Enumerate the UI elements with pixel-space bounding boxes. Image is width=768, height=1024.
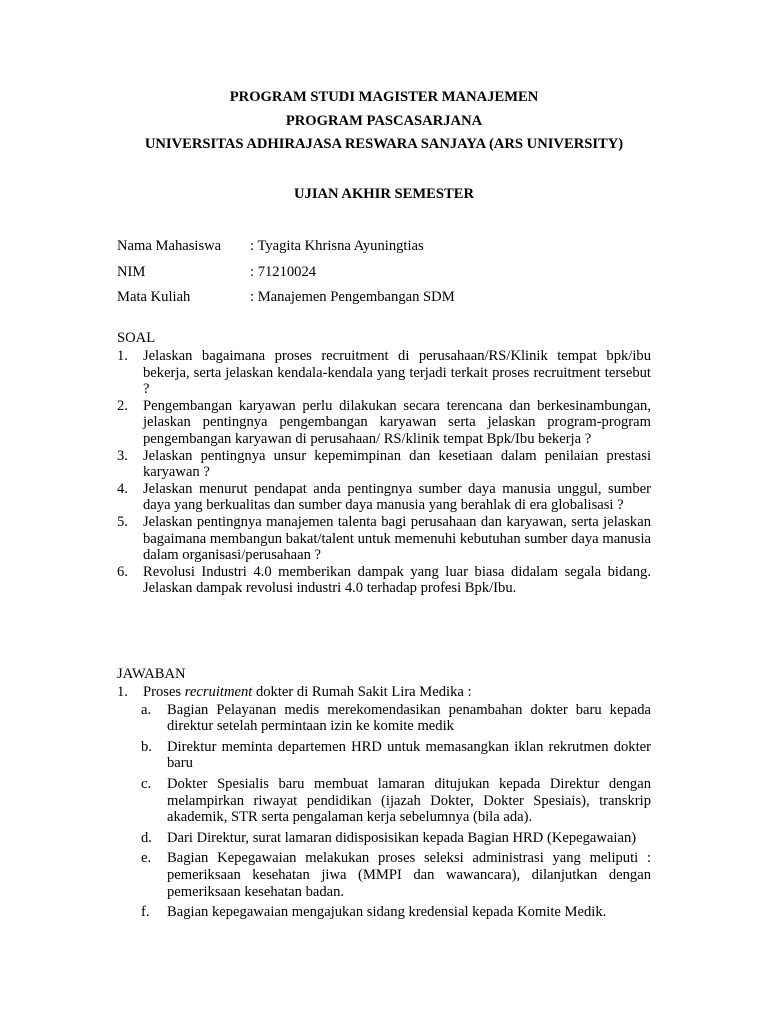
soal-item — [117, 564, 651, 597]
jawaban-subitem — [117, 739, 651, 772]
course-label: Mata Kuliah — [117, 289, 191, 305]
jawaban-subitem — [117, 904, 651, 921]
soal-item-text: Jelaskan menurut pendapat anda pentingnya sumber daya manusia unggul, sumber daya yang berkualitas dan sumber daya manusia yang berahlak di era globalisasi ? — [143, 480, 651, 514]
soal-item — [117, 348, 651, 398]
jawaban-subitem-letter: c. — [141, 775, 152, 792]
student-name-value: : Tyagita Khrisna Ayuningtias — [250, 238, 424, 254]
soal-item-text: Pengembangan karyawan perlu dilakukan secara terencana dan berkesinambungan, jelaskan pentingnya pengembangan karyawan serta jelaskan program-program pengembangan karyawan di perusahaan/ RS/klinik tempat Bpk/Ibu bekerja ? — [143, 397, 651, 447]
student-nim-value: : 71210024 — [250, 263, 317, 280]
jawaban-item-text-pre: Proses — [143, 684, 185, 700]
soal-item-number: 6. — [117, 563, 128, 580]
soal-item-text: Revolusi Industri 4.0 memberikan dampak yang luar biasa didalam segala bidang. Jelaskan dampak revolusi industri 4.0 terhadap profesi Bpk/Ibu. — [143, 563, 651, 597]
soal-item-number: 4. — [117, 480, 128, 497]
soal-item-number: 1. — [117, 348, 128, 364]
student-name-label: Nama Mahasiswa — [117, 238, 222, 254]
soal-item-text: Jelaskan bagaimana proses recruitment di perusahaan/RS/Klinik tempat bpk/ibu bekerja, serta jelaskan kendala-kendala yang terjadi terkait proses recruitment tersebut ? — [143, 348, 651, 398]
soal-item — [117, 514, 651, 564]
jawaban-list — [117, 684, 651, 921]
soal-item-text: Jelaskan pentingnya manajemen talenta bagi perusahaan dan karyawan, serta jelaskan bagaimana membangun bakat/talent untuk memenuhi kebutuhan sumber daya manusia dalam organisasi/perusahaan ? — [143, 513, 651, 564]
jawaban-subitem-letter: f. — [141, 904, 150, 921]
soal-list — [117, 348, 651, 597]
jawaban-subitem-text: Bagian Pelayanan medis merekomendasikan penambahan dokter baru kepada direktur setelah permintaan izin ke komite medik — [167, 701, 651, 735]
exam-title: UJIAN AKHIR SEMESTER — [293, 186, 475, 202]
student-name-row — [117, 236, 455, 262]
soal-item — [117, 448, 651, 481]
jawaban-subitem — [117, 850, 651, 900]
soal-item-text: Jelaskan pentingnya unsur kepemimpinan dan kesetiaan dalam penilaian prestasi karyawan ? — [143, 447, 651, 481]
soal-item-number: 3. — [117, 447, 128, 464]
soal-title: SOAL — [117, 330, 156, 346]
header-line-program-studi: PROGRAM STUDI MAGISTER MANAJEMEN — [229, 89, 539, 105]
course-row — [117, 287, 455, 313]
jawaban-subitem-letter: e. — [141, 850, 152, 867]
jawaban-subitem-text: Dari Direktur, surat lamaran didisposisikan kepada Bagian HRD (Kepegawaian) — [167, 829, 637, 846]
soal-item — [117, 481, 651, 514]
document-header — [0, 86, 768, 157]
jawaban-subitem-text: Dokter Spesialis baru membuat lamaran ditujukan kepada Direktur dengan melampirkan riwayat pendidikan (ijazah Dokter, Dokter Spesiais), transkrip akademik, STR serta pengalaman kerja sebelumnya (bila ada). — [167, 775, 651, 826]
jawaban-subitem-letter: a. — [141, 701, 152, 718]
jawaban-item-number: 1. — [117, 684, 128, 700]
jawaban-subitem-text: Direktur meminta departemen HRD untuk memasangkan iklan rekrutmen dokter baru — [167, 738, 651, 772]
jawaban-subitem-letter: d. — [141, 829, 152, 846]
student-nim-label: NIM — [117, 263, 146, 280]
soal-item-number: 2. — [117, 397, 128, 414]
jawaban-item-text-italic: recruitment — [184, 684, 253, 700]
jawaban-subitem-text: Bagian Kepegawaian melakukan proses seleksi administrasi yang meliputi : pemeriksaan kesehatan jiwa (MMPI dan wawancara), dilanjutkan dengan pemeriksaan kesehatan badan. — [167, 850, 651, 900]
jawaban-title: JAWABAN — [117, 666, 186, 682]
jawaban-sublist — [117, 702, 651, 921]
jawaban-subitem-text: Bagian kepegawaian mengajukan sidang kredensial kepada Komite Medik. — [167, 904, 607, 921]
course-value: : Manajemen Pengembangan SDM — [250, 289, 455, 305]
jawaban-subitem — [117, 702, 651, 735]
student-nim-row — [117, 262, 455, 288]
soal-item-number: 5. — [117, 513, 128, 530]
jawaban-item — [117, 684, 651, 701]
jawaban-item-text-post: dokter di Rumah Sakit Lira Medika : — [252, 684, 472, 700]
jawaban-subitem-letter: b. — [141, 738, 152, 755]
header-line-pascasarjana: PROGRAM PASCASARJANA — [285, 112, 483, 129]
jawaban-subitem — [117, 776, 651, 826]
jawaban-item-text — [143, 684, 651, 701]
student-info — [117, 236, 455, 313]
header-line-university: UNIVERSITAS ADHIRAJASA RESWARA SANJAYA (ARS UNIVERSITY) — [144, 136, 624, 152]
jawaban-subitem — [117, 830, 651, 847]
soal-item — [117, 398, 651, 448]
